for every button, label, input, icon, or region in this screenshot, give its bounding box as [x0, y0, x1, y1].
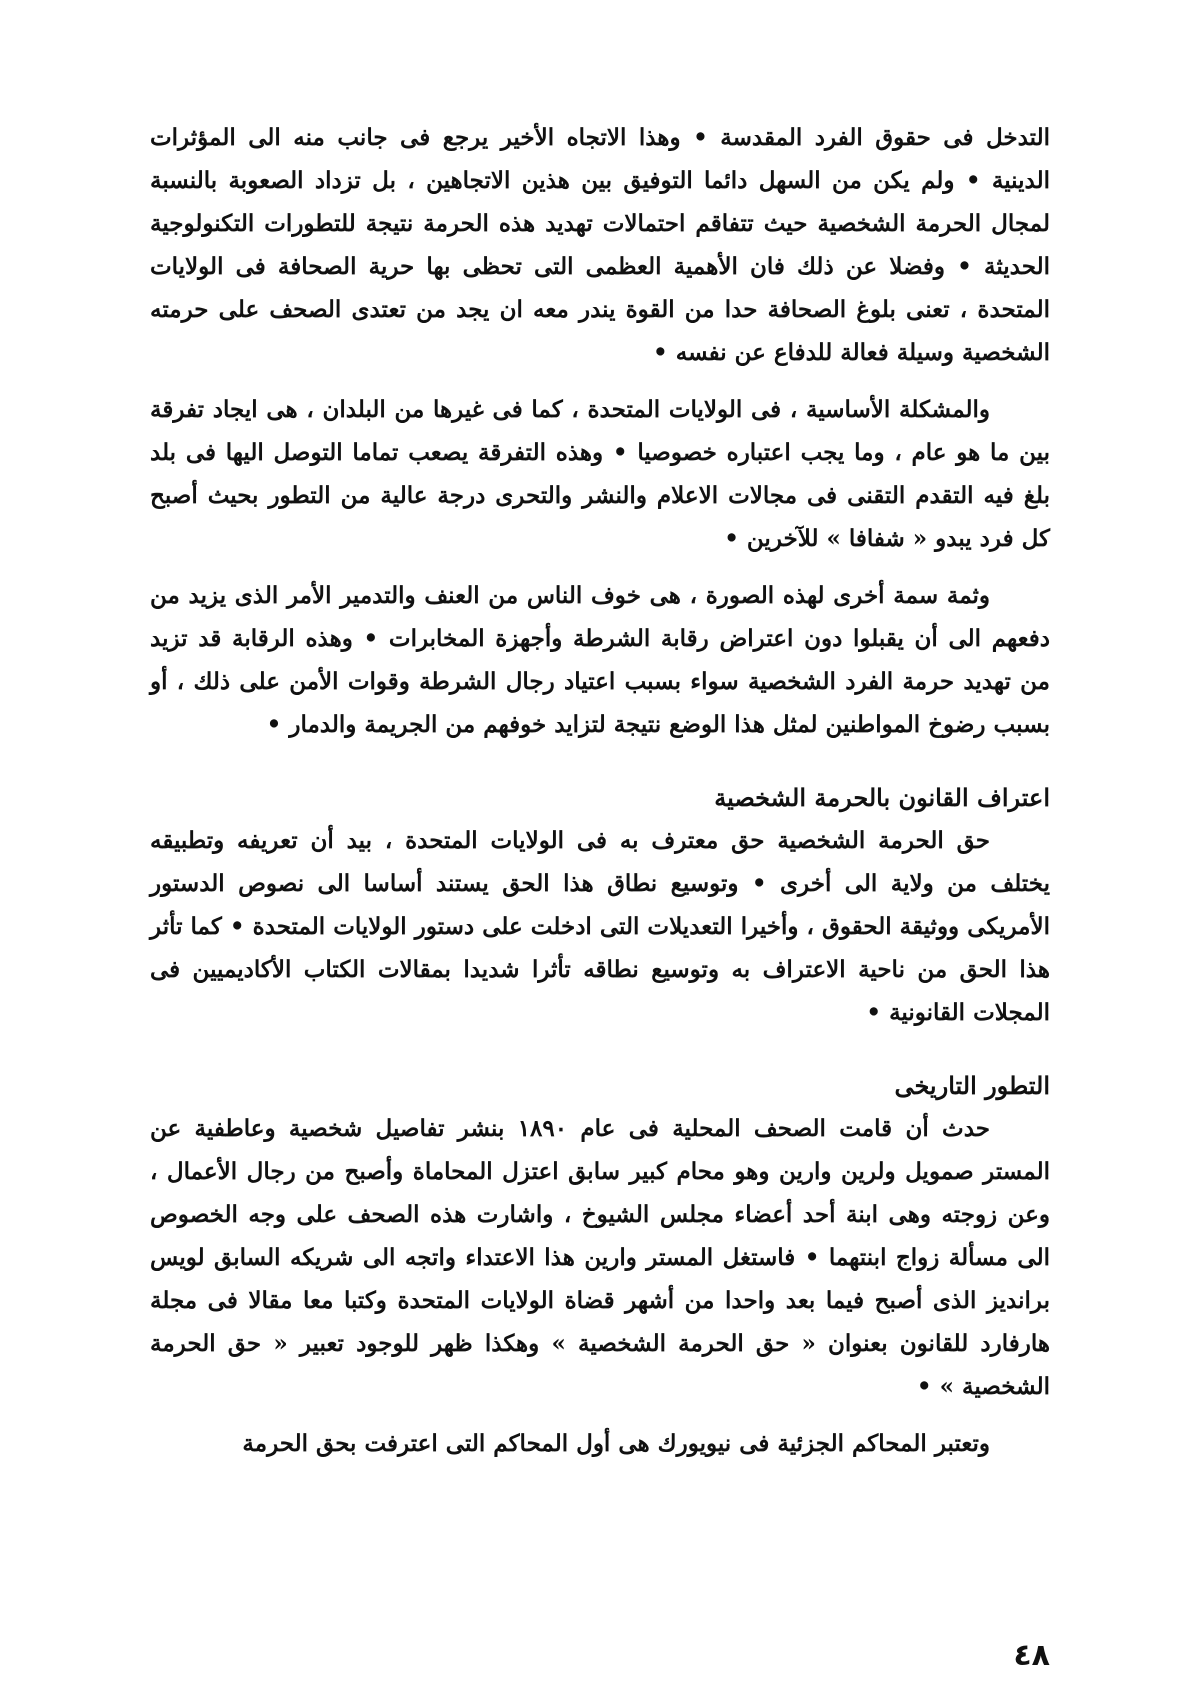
section-heading: التطور التاريخى — [894, 1071, 1050, 1100]
paragraph: وتعتبر المحاكم الجزئية فى نيويورك هى أول المحاكم التى اعترفت بحق الحرمة — [242, 1430, 990, 1457]
paragraph: حق الحرمة الشخصية حق معترف به فى الولايات المتحدة ، بيد أن تعريفه وتطبيقه يختلف من ولاية الى أخرى • وتوسيع نطاق هذا الحق يستند أساسا الى نصوص الدستور الأمريكى ووثيقة الحقوق ، وأخيرا التعديلات التى ادخلت على دستور الولايات المتحدة • كما تأثر هذا الحق من ناحية الاعتراف به وتوسيع نطاقه تأثرا شديدا بمقالات الكتاب الأكاديميين فى المجلات القانونية • — [150, 827, 1050, 1026]
page-number: ٤٨ — [1013, 1638, 1050, 1673]
paragraph: وثمة سمة أخرى لهذه الصورة ، هى خوف الناس من العنف والتدمير الأمر الذى يزيد من دفعهم الى أن يقبلوا دون اعتراض رقابة الشرطة وأجهزة المخابرات • وهذه الرقابة قد تزيد من تهديد حرمة الفرد الشخصية سواء بسبب اعتياد رجال الشرطة وقوات الأمن على ذلك ، أو بسبب رضوخ المواطنين لمثل هذا الوضع نتيجة لتزايد خوفهم من الجريمة والدمار • — [150, 582, 1050, 738]
paragraph: والمشكلة الأساسية ، فى الولايات المتحدة ، كما فى غيرها من البلدان ، هى ايجاد تفرقة بين ما هو عام ، وما يجب اعتباره خصوصيا • وهذه التفرقة يصعب تماما التوصل اليها فى بلد بلغ فيه التقدم التقنى فى مجالات الاعلام والنشر والتحرى درجة عالية من التطور بحيث أصبح كل فرد يبدو « شفافا » للآخرين • — [150, 396, 1050, 552]
document-page — [150, 116, 1050, 1676]
paragraph: التدخل فى حقوق الفرد المقدسة • وهذا الاتجاه الأخير يرجع فى جانب منه الى المؤثرات الدينية • ولم يكن من السهل دائما التوفيق بين هذين الاتجاهين ، بل تزداد الصعوبة بالنسبة لمجال الحرمة الشخصية حيث تتفاقم احتمالات تهديد هذه الحرمة نتيجة للتطورات التكنولوجية الحديثة • وفضلا عن ذلك فان الأهمية العظمى التى تحظى بها حرية الصحافة فى الولايات المتحدة ، تعنى بلوغ الصحافة حدا من القوة يندر معه ان يجد من تعتدى الصحف على حرمته الشخصية وسيلة فعالة للدفاع عن نفسه • — [150, 124, 1050, 366]
paragraph: حدث أن قامت الصحف المحلية فى عام ١٨٩٠ بنشر تفاصيل شخصية وعاطفية عن المستر صمويل ولرين وارين وهو محام كبير سابق اعتزل المحاماة وأصبح من رجال الأعمال ، وعن زوجته وهى ابنة أحد أعضاء مجلس الشيوخ ، واشارت هذه الصحف على وجه الخصوص الى مسألة زواج ابنتهما • فاستغل المستر وارين هذا الاعتداء واتجه الى شريكه السابق لويس برانديز الذى أصبح فيما بعد واحدا من أشهر قضاة الولايات المتحدة وكتبا معا مقالا فى مجلة هارفارد للقانون بعنوان « حق الحرمة الشخصية » وهكذا ظهر للوجود تعبير « حق الحرمة الشخصية » • — [150, 1115, 1050, 1400]
section-heading: اعتراف القانون بالحرمة الشخصية — [714, 783, 1050, 812]
